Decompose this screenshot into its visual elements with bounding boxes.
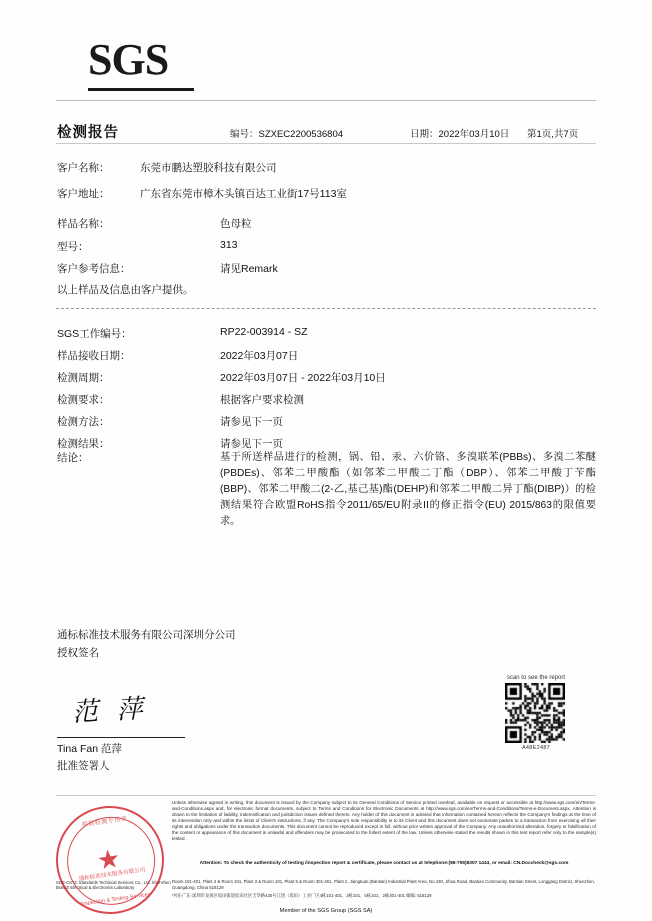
header-divider xyxy=(56,100,596,101)
job-number-value: RP22-003914 - SZ xyxy=(220,326,308,338)
handwritten-signature: 范 萍 xyxy=(71,694,150,727)
sample-model-value: 313 xyxy=(220,239,238,251)
footer-member-line: Member of the SGS Group (SGS SA) xyxy=(279,908,373,914)
test-result-value: 请参见下一页 xyxy=(220,438,283,450)
sgs-logo: SGS xyxy=(88,35,169,84)
seal-top-text: 检验检测专用章 xyxy=(81,816,128,829)
footer-authenticity-note: Attention: To check the authenticity of testing /inspection report & certificate, please contact us at telephone:(86-755)8307 1443, or email: CN.Doccheck@sgs.com xyxy=(199,861,569,866)
report-date: 日期：2022年03月10日 xyxy=(410,129,510,140)
conclusion-label: 结论： xyxy=(57,452,89,464)
footer-lab-name: SGS-CSTC Standards Technical Services Co., Ltd. Shenzhen Branch Electrical & Electronics Laboratory xyxy=(56,880,171,891)
test-period-value: 2022年03月07日 - 2022年03月10日 xyxy=(220,372,386,384)
seal-star-icon: ★ xyxy=(94,842,123,876)
test-method-label: 检测方法： xyxy=(57,416,110,428)
test-requirement-value: 根据客户要求检测 xyxy=(220,394,304,406)
footer-disclaimer: Unless otherwise agreed in writing, this document is issued by the Company subject to its General Conditions of Service printed overleaf, available on request or accessible at http://www.sgs.com/en/Terms-and-Conditions.aspx and, for electronic format documents, subject to Terms and Conditions for Electronic Documents at http://www.sgs.com/en/Terms-and-Conditions/Terms-e-Document.aspx. Attention is drawn to the limitation of liability, indemnification and jurisdiction issues defined therein. Any holder of this document is advised that information contained hereon reflects the Company's findings at the time of its intervention only and within the limits of Client's instructions, if any. The Company's sole responsibility is to its Client and this document does not exonerate parties to a transaction from exercising all their rights and obligations under the transaction documents. This document cannot be reproduced except in full, without prior written approval of the Company. Any unauthorized alteration, forgery or falsification of the content or appearance of this document is unlawful and offenders may be prosecuted to the fullest extent of the law. Unless otherwise stated the results shown in this test report refer only to the sample(s) tested . xyxy=(172,800,596,841)
sample-reference-label: 客户参考信息： xyxy=(57,263,131,275)
footer-address-en: Room 101-401, Plant 4 & Room 101, Plant 3 & Room 101, Plant 5 & Room 301-401, Plant 2, Jiangtuan (Bantian) Industrial Plant Area, No.430, Jihua Road, Bantian Community, Bantian Street, Longgang District, Shenzhen, Guangdong, China 518129 xyxy=(172,879,595,890)
authorized-signature-label: 授权签名 xyxy=(57,647,99,659)
page-count: 第1页,共7页 xyxy=(527,129,579,140)
logo-underline xyxy=(88,88,194,91)
customer-name-label: 客户名称： xyxy=(57,162,110,174)
received-date-label: 样品接收日期： xyxy=(57,350,131,362)
test-result-label: 检测结果： xyxy=(57,438,110,450)
job-number-label: SGS工作编号： xyxy=(57,328,132,340)
page-title: 检测报告 xyxy=(57,125,119,141)
official-seal xyxy=(49,799,171,921)
signature-line xyxy=(57,737,185,738)
seal-mid-text: 通标标准技术服务有限公司 xyxy=(78,867,146,883)
test-method-value: 请参见下一页 xyxy=(220,416,283,428)
sample-provided-note: 以上样品及信息由客户提供。 xyxy=(57,284,194,296)
sample-name-label: 样品名称： xyxy=(57,218,110,230)
qr-block xyxy=(505,675,567,751)
received-date-value: 2022年03月07日 xyxy=(220,350,299,362)
qr-code-text: A48E2487 xyxy=(521,745,551,751)
footer-address-cn: 中国·广东·深圳市龙岗区坂田街道坂田社区吉华路430号江团（坂田）工业厂区4栋101-401、3栋101、5栋101、2栋301-401 邮编: 518129 xyxy=(172,893,432,898)
section-divider-1 xyxy=(56,308,596,309)
seal-bottom-text: Inspection & Testing Services xyxy=(80,891,151,908)
sample-model-label: 型号： xyxy=(57,241,89,253)
report-number: 编号：SZXEC2200536804 xyxy=(230,129,344,140)
test-period-label: 检测周期： xyxy=(57,372,110,384)
issuing-company: 通标标准技术服务有限公司深圳分公司 xyxy=(57,629,236,641)
test-requirement-label: 检测要求： xyxy=(57,394,110,406)
signatory-role: 批准签署人 xyxy=(57,760,110,772)
customer-address-value: 广东省东莞市樟木头镇百达工业街17号113室 xyxy=(140,188,347,200)
customer-name-value: 东莞市鹏达塑胶科技有限公司 xyxy=(140,162,277,174)
sample-name-value: 色母粒 xyxy=(220,218,252,230)
sample-reference-value: 请见Remark xyxy=(220,263,278,275)
footer-divider xyxy=(56,795,596,796)
title-divider xyxy=(56,143,596,144)
conclusion-text: 基于所送样品进行的检测，锅、铅、汞、六价铬、多溴联苯(PBBs)、多溴二苯醚(PBDEs)、邻苯二甲酸酯（如邻苯二甲酸二丁酯（DBP）、邻苯二甲酸丁苄酯(BBP)、邻苯二甲酸二(2-乙,基己基)酯(DEHP)和邻苯二甲酸二异丁酯(DIBP)）的检测结果符合欧盟RoHS指令2011/65/EU附录II的修正指令(EU) 2015/863的限值要求。 xyxy=(220,452,596,527)
customer-address-label: 客户地址： xyxy=(57,188,110,200)
qr-caption: scan to see the report xyxy=(506,675,566,681)
qr-code-icon[interactable] xyxy=(505,683,565,743)
signatory-name: Tina Fan 范萍 xyxy=(57,743,122,755)
